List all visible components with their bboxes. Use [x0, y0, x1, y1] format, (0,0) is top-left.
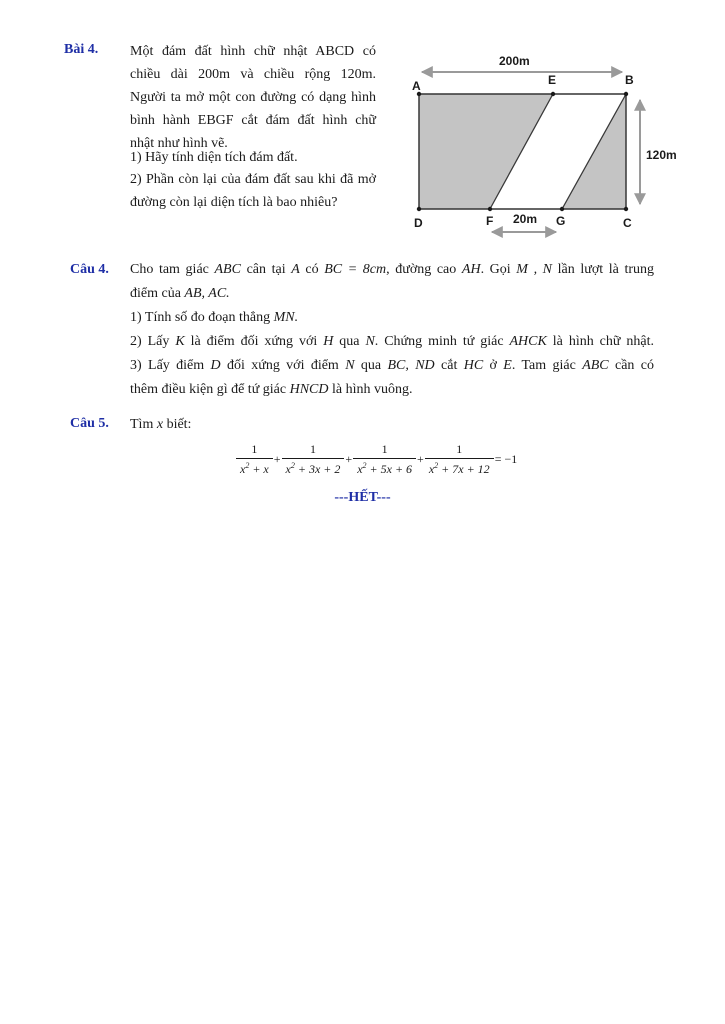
- bai4-intro-line: Một đám đất hình chữ nhật ABCD có: [130, 44, 376, 59]
- fraction: $\frac{1}{x^2 + x}$: [236, 442, 273, 477]
- label-f: F: [486, 214, 494, 228]
- cau4-line-2: điểm của AB, AC.: [130, 286, 230, 301]
- bai4-intro-line: chiều dài 200m và chiều rộng 120m.: [130, 67, 376, 82]
- cau4-body: [130, 258, 654, 402]
- label-c: C: [623, 216, 632, 230]
- bai4-question-1: 1) Hãy tính diện tích đám đất.: [130, 150, 298, 165]
- plus-sign: +: [417, 452, 424, 466]
- fraction: $\frac{1}{x^2 + 3x + 2}$: [282, 442, 345, 477]
- vertex-dot: [551, 92, 555, 96]
- cau4-line-6: thêm điều kiện gì để tứ giác HNCD là hình vuông.: [130, 382, 413, 397]
- bai4-intro-line: bình hành EBGF cắt đám đất hình chữ: [130, 113, 376, 128]
- cau4-line-4: 2) Lấy K là điểm đối xứng với H qua N. Chứng minh tứ giác AHCK là hình chữ nhật.: [130, 334, 655, 349]
- bai4-question-2-line: 2) Phần còn lại của đám đất sau khi đã mở: [130, 172, 376, 187]
- cau5-label: Câu 5.: [70, 416, 109, 431]
- bai4-intro-line: Người ta mở một con đường có dạng hình: [130, 90, 376, 105]
- vertex-dot: [417, 207, 421, 211]
- bai4-question-2: [130, 168, 376, 214]
- plus-sign: +: [345, 452, 353, 466]
- dimension-road-label: 20m: [513, 212, 538, 226]
- vertex-dot: [560, 207, 564, 211]
- cau4-label: Câu 4.: [70, 262, 109, 277]
- fraction: $\frac{1}{x^2 + 5x + 6}$: [353, 442, 416, 477]
- dimension-length-label: 200m: [499, 54, 530, 68]
- land-figure: [400, 48, 700, 248]
- vertex-dot: [624, 92, 628, 96]
- cau4-line-1: Cho tam giác ABC cân tại A có BC = 8cm, đường cao AH. Gọi M , N lần lượt là trung: [130, 262, 655, 277]
- bai4-intro-line: nhật như hình vẽ.: [130, 136, 228, 151]
- cau5-prompt: Tìm x biết:: [130, 417, 192, 432]
- fraction: $\frac{1}{x^2 + 7x + 12}$: [425, 442, 494, 477]
- dimension-width-label: 120m: [646, 148, 677, 162]
- bai4-question-2-line: đường còn lại diện tích là bao nhiêu?: [130, 195, 338, 210]
- bai4-intro: [130, 40, 376, 155]
- end-mark: ---HẾT---: [334, 490, 391, 505]
- label-a: A: [412, 79, 421, 93]
- cau5-equation: [236, 442, 556, 477]
- bai4-label: Bài 4.: [64, 42, 99, 57]
- label-b: B: [625, 73, 634, 87]
- vertex-dot: [624, 207, 628, 211]
- cau4-line-3: 1) Tính số đo đoạn thẳng MN.: [130, 310, 299, 325]
- label-d: D: [414, 216, 423, 230]
- vertex-dot: [488, 207, 492, 211]
- label-g: G: [556, 214, 566, 228]
- plus-sign: +: [273, 452, 281, 466]
- cau4-line-5: 3) Lấy điểm D đối xứng với điểm N qua BC, ND cắt HC ở E. Tam giác ABC cần có: [130, 358, 654, 373]
- label-e: E: [548, 73, 557, 87]
- equals-rhs: = −1: [494, 452, 518, 466]
